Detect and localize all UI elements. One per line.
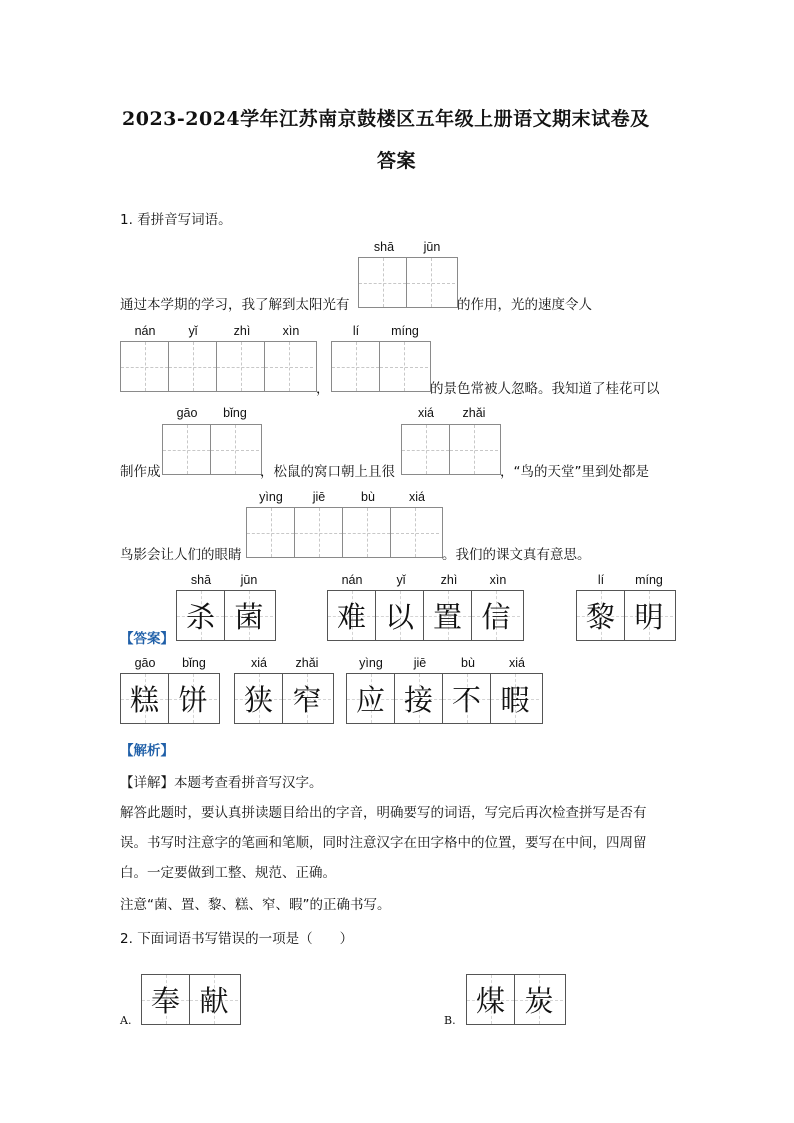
analysis-para-line: 误。书写时注意字的笔画和笔顺，同时注意汉字在田字格中的位置，要写在中间，四周留 [120,835,647,851]
pinyin-label: yìng [259,490,283,504]
tianzige-cell[interactable] [402,425,450,474]
tianzige-cell[interactable] [163,425,211,474]
tianzige-cell[interactable] [380,342,428,391]
answer-char-cell: 糕 [121,674,169,723]
pinyin-label: bù [361,490,375,504]
q1-text-line1: 通过本学期的学习，我了解到太阳光有 [120,297,350,313]
detail-text: 本题考查看拼音写汉字。 [174,775,323,791]
answer-word-shajun [176,590,276,641]
question-prompt: 下面词语书写错误的一项是（ ） [137,931,354,947]
page-title-line2: 答案 [377,150,417,172]
q1-comma: ， [316,381,330,397]
answer-char-cell: 杀 [177,591,225,640]
option-a-label[interactable]: A. [120,1014,132,1027]
question-prompt: 看拼音写词语。 [137,212,232,228]
analysis-detail [120,771,323,791]
tianzige-cell[interactable] [169,342,217,391]
tianzige-blank-liming[interactable] [331,341,431,392]
page-title: 2023-2024学年江苏南京鼓楼区五年级上册语文期末试卷及 [122,108,650,130]
pinyin-label: jūn [240,573,258,587]
analysis-note: 注意“菌、置、黎、糕、窄、暇”的正确书写。 [120,897,391,913]
answer-char-cell: 信 [472,591,520,640]
pinyin-label: yǐ [188,324,198,338]
tianzige-cell[interactable] [265,342,313,391]
tianzige-cell[interactable] [343,508,391,557]
q1-text-line1-end: 的作用，光的速度令人 [457,297,592,313]
answer-label: 【答案】 [120,631,174,647]
pinyin-label: xiá [251,656,267,670]
pinyin-label: yìng [359,656,383,670]
q1-text-line4-start: 鸟影会让人们的眼睛 [120,547,242,563]
pinyin-label: míng [391,324,419,338]
answer-char-cell: 置 [424,591,472,640]
pinyin-label: nán [341,573,363,587]
option-char-cell: 奉 [142,975,190,1024]
pinyin-label: shā [190,573,212,587]
pinyin-label: zhì [233,324,251,338]
tianzige-cell[interactable] [247,508,295,557]
tianzige-blank-shajun[interactable] [358,257,458,308]
pinyin-label: lí [352,324,360,338]
answer-char-cell: 饼 [169,674,217,723]
option-char-cell: 煤 [467,975,515,1024]
pinyin-label: nán [134,324,156,338]
option-char-cell: 炭 [515,975,563,1024]
pinyin-label: bù [461,656,475,670]
pinyin-label: shā [373,240,395,254]
tianzige-blank-yingjiebuxia[interactable] [246,507,443,558]
q1-text-line3-start: 制作成 [120,464,161,480]
pinyin-label: gāo [176,406,198,420]
answer-char-cell: 窄 [283,674,331,723]
pinyin-label: bǐng [223,406,247,420]
answer-char-cell: 接 [395,674,443,723]
tianzige-blank-nanyizhixin[interactable] [120,341,317,392]
q1-text-line2: 的景色常被人忽略。我知道了桂花可以 [430,381,660,397]
analysis-label: 【解析】 [120,743,174,759]
tianzige-cell[interactable] [121,342,169,391]
answer-char-cell: 菌 [225,591,273,640]
answer-char-cell: 黎 [577,591,625,640]
pinyin-label: xìn [489,573,507,587]
pinyin-label: yǐ [396,573,406,587]
tianzige-cell[interactable] [217,342,265,391]
pinyin-label: xìn [282,324,300,338]
pinyin-label: míng [635,573,663,587]
answer-char-cell: 暇 [491,674,539,723]
answer-word-xiazhai [234,673,334,724]
tianzige-cell[interactable] [359,258,407,307]
pinyin-label: zhǎi [462,406,486,420]
question-1-header [120,208,232,228]
pinyin-label: zhǎi [295,656,319,670]
question-number: 1. [120,212,133,228]
answer-word-yingjiebuxia [346,673,543,724]
option-a-word[interactable] [141,974,241,1025]
question-number: 2. [120,931,133,947]
answer-char-cell: 应 [347,674,395,723]
tianzige-cell[interactable] [391,508,439,557]
tianzige-cell[interactable] [332,342,380,391]
pinyin-label: xiá [418,406,434,420]
tianzige-cell[interactable] [450,425,498,474]
option-b-word[interactable] [466,974,566,1025]
tianzige-cell[interactable] [211,425,259,474]
question-2-header [120,927,353,947]
pinyin-label: jiē [413,656,427,670]
answer-char-cell: 明 [625,591,673,640]
analysis-para-line: 解答此题时，要认真拼读题目给出的字音，明确要写的词语，写完后再次检查拼写是否有 [120,805,647,821]
answer-word-nanyizhixin [327,590,524,641]
pinyin-label: jūn [423,240,441,254]
detail-label: 【详解】 [120,775,174,791]
pinyin-label: xiá [409,490,425,504]
answer-char-cell: 狭 [235,674,283,723]
tianzige-cell[interactable] [407,258,455,307]
pinyin-label: lí [597,573,605,587]
pinyin-label: xiá [509,656,525,670]
answer-char-cell: 不 [443,674,491,723]
pinyin-label: gāo [134,656,156,670]
pinyin-label: jiē [312,490,326,504]
tianzige-blank-xiazhai[interactable] [401,424,501,475]
answer-char-cell: 以 [376,591,424,640]
answer-word-liming [576,590,676,641]
option-b-label[interactable]: B. [444,1014,456,1027]
tianzige-blank-gaobing[interactable] [162,424,262,475]
option-char-cell: 献 [190,975,238,1024]
q1-text-line4-end: 。我们的课文真有意思。 [442,547,591,563]
q1-text-line3-mid: ，松鼠的窝口朝上且很 [260,464,395,480]
answer-word-gaobing [120,673,220,724]
pinyin-label: zhì [440,573,458,587]
analysis-para-line: 白。一定要做到工整、规范、正确。 [120,865,336,881]
pinyin-label: bǐng [182,656,206,670]
answer-char-cell: 难 [328,591,376,640]
q1-text-line3-end: ，“鸟的天堂”里到处都是 [500,464,649,480]
tianzige-cell[interactable] [295,508,343,557]
